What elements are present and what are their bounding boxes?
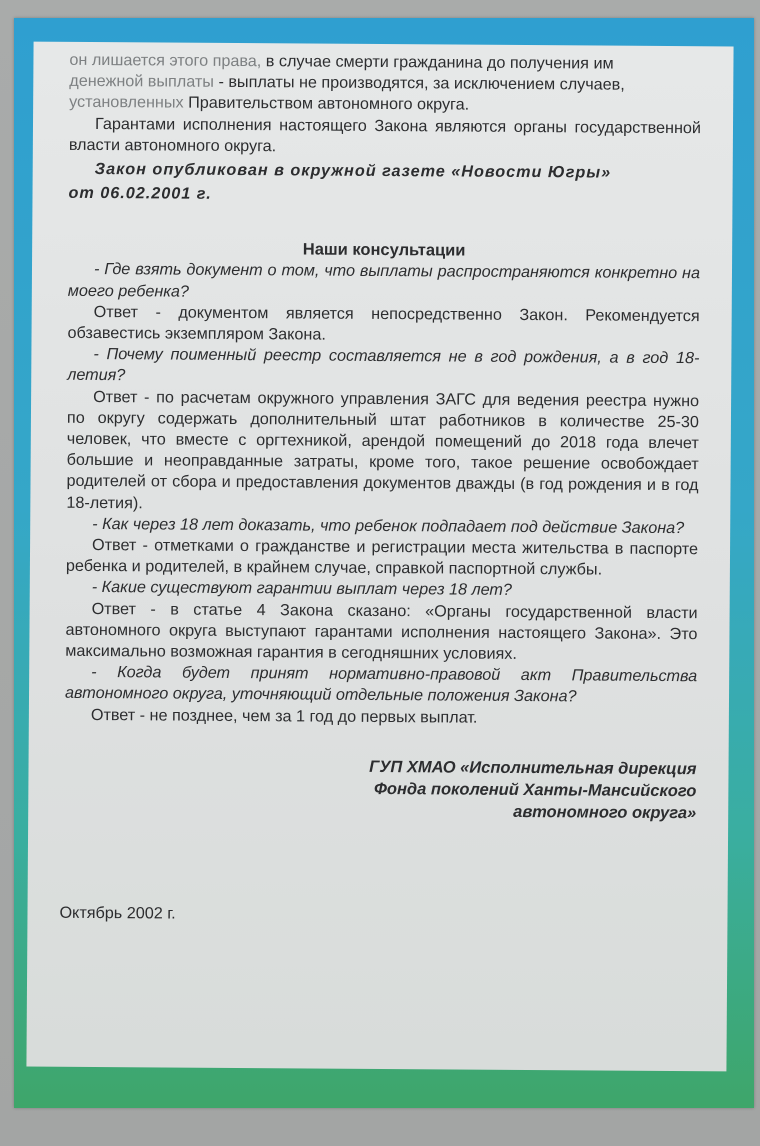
signature-line-1: ГУП ХМАО «Исполнительная дирекция: [369, 757, 697, 779]
question-2: - Почему поименный реестр составляется не в год рождения, а в год 18-летия?: [67, 345, 700, 385]
signature-line-2: Фонда поколений Ханты-Мансийского: [373, 779, 697, 801]
signature-block: [64, 754, 696, 824]
document-text: [64, 50, 701, 824]
question-5: - Когда будет принят нормативно-правовой акт Правительства автономного округа, уточняющий отдельные положения Закона?: [64, 663, 698, 706]
answer-5: Ответ - не позднее, чем за 1 год до первых выплат.: [90, 705, 478, 727]
answer-3: Ответ - отметками о гражданстве и регистрации места жительства в паспорте ребенка и родителей, в крайнем случае, справкой паспортной службы.: [65, 536, 699, 579]
intro-line-1: он лишается этого права, в случае смерти гражданина до получения им: [69, 50, 614, 73]
intro-line-3: установленных Правительством автономного округа.: [69, 93, 470, 115]
question-3: - Как через 18 лет доказать, что ребенок подпадает под действие Закона?: [92, 514, 685, 537]
answer-2: Ответ - по расчетам окружного управления ЗАГС для ведения реестра нужно по округу содержать дополнительный штат работников в количестве 25-30 человек, что вместе с оргтехникой, арендой помещений до 2018 года влечет большие и неоправданные затраты, кроме того, такое решение освобождает родителей от сбора и предоставления документов дважды (в год рождения и в год 18-летия).: [66, 387, 700, 512]
document-panel: [26, 42, 733, 1072]
answer-1: Ответ - документом является непосредственно Закон. Рекомендуется обзавестись экземпляром Закона.: [67, 302, 700, 344]
published-line-2: от 06.02.2001 г.: [68, 184, 212, 204]
guarantors-paragraph: Гарантами исполнения настоящего Закона являются органы государственной власти автономного округа.: [68, 114, 702, 156]
signature-line-3: автономного округа»: [513, 802, 697, 823]
answer-4: Ответ - в статье 4 Закона сказано: «Органы государственной власти автономного округа выступают гарантами исполнения настоящего Закона». Это максимально возможная гарантия в сегодняшних условиях.: [65, 599, 698, 664]
section-title: Наши консультации: [302, 240, 466, 261]
intro-line-2: денежной выплаты - выплаты не производятся, за исключением случаев,: [69, 72, 625, 94]
question-4: - Какие существуют гарантии выплат через 18 лет?: [91, 578, 513, 600]
published-line-1: Закон опубликован в окружной газете «Новости Югры»: [94, 160, 612, 182]
question-1: - Где взять документ о том, что выплаты распространяются конкретно на моего ребенка?: [67, 260, 701, 301]
document-date: Октябрь 2002 г.: [59, 903, 176, 923]
